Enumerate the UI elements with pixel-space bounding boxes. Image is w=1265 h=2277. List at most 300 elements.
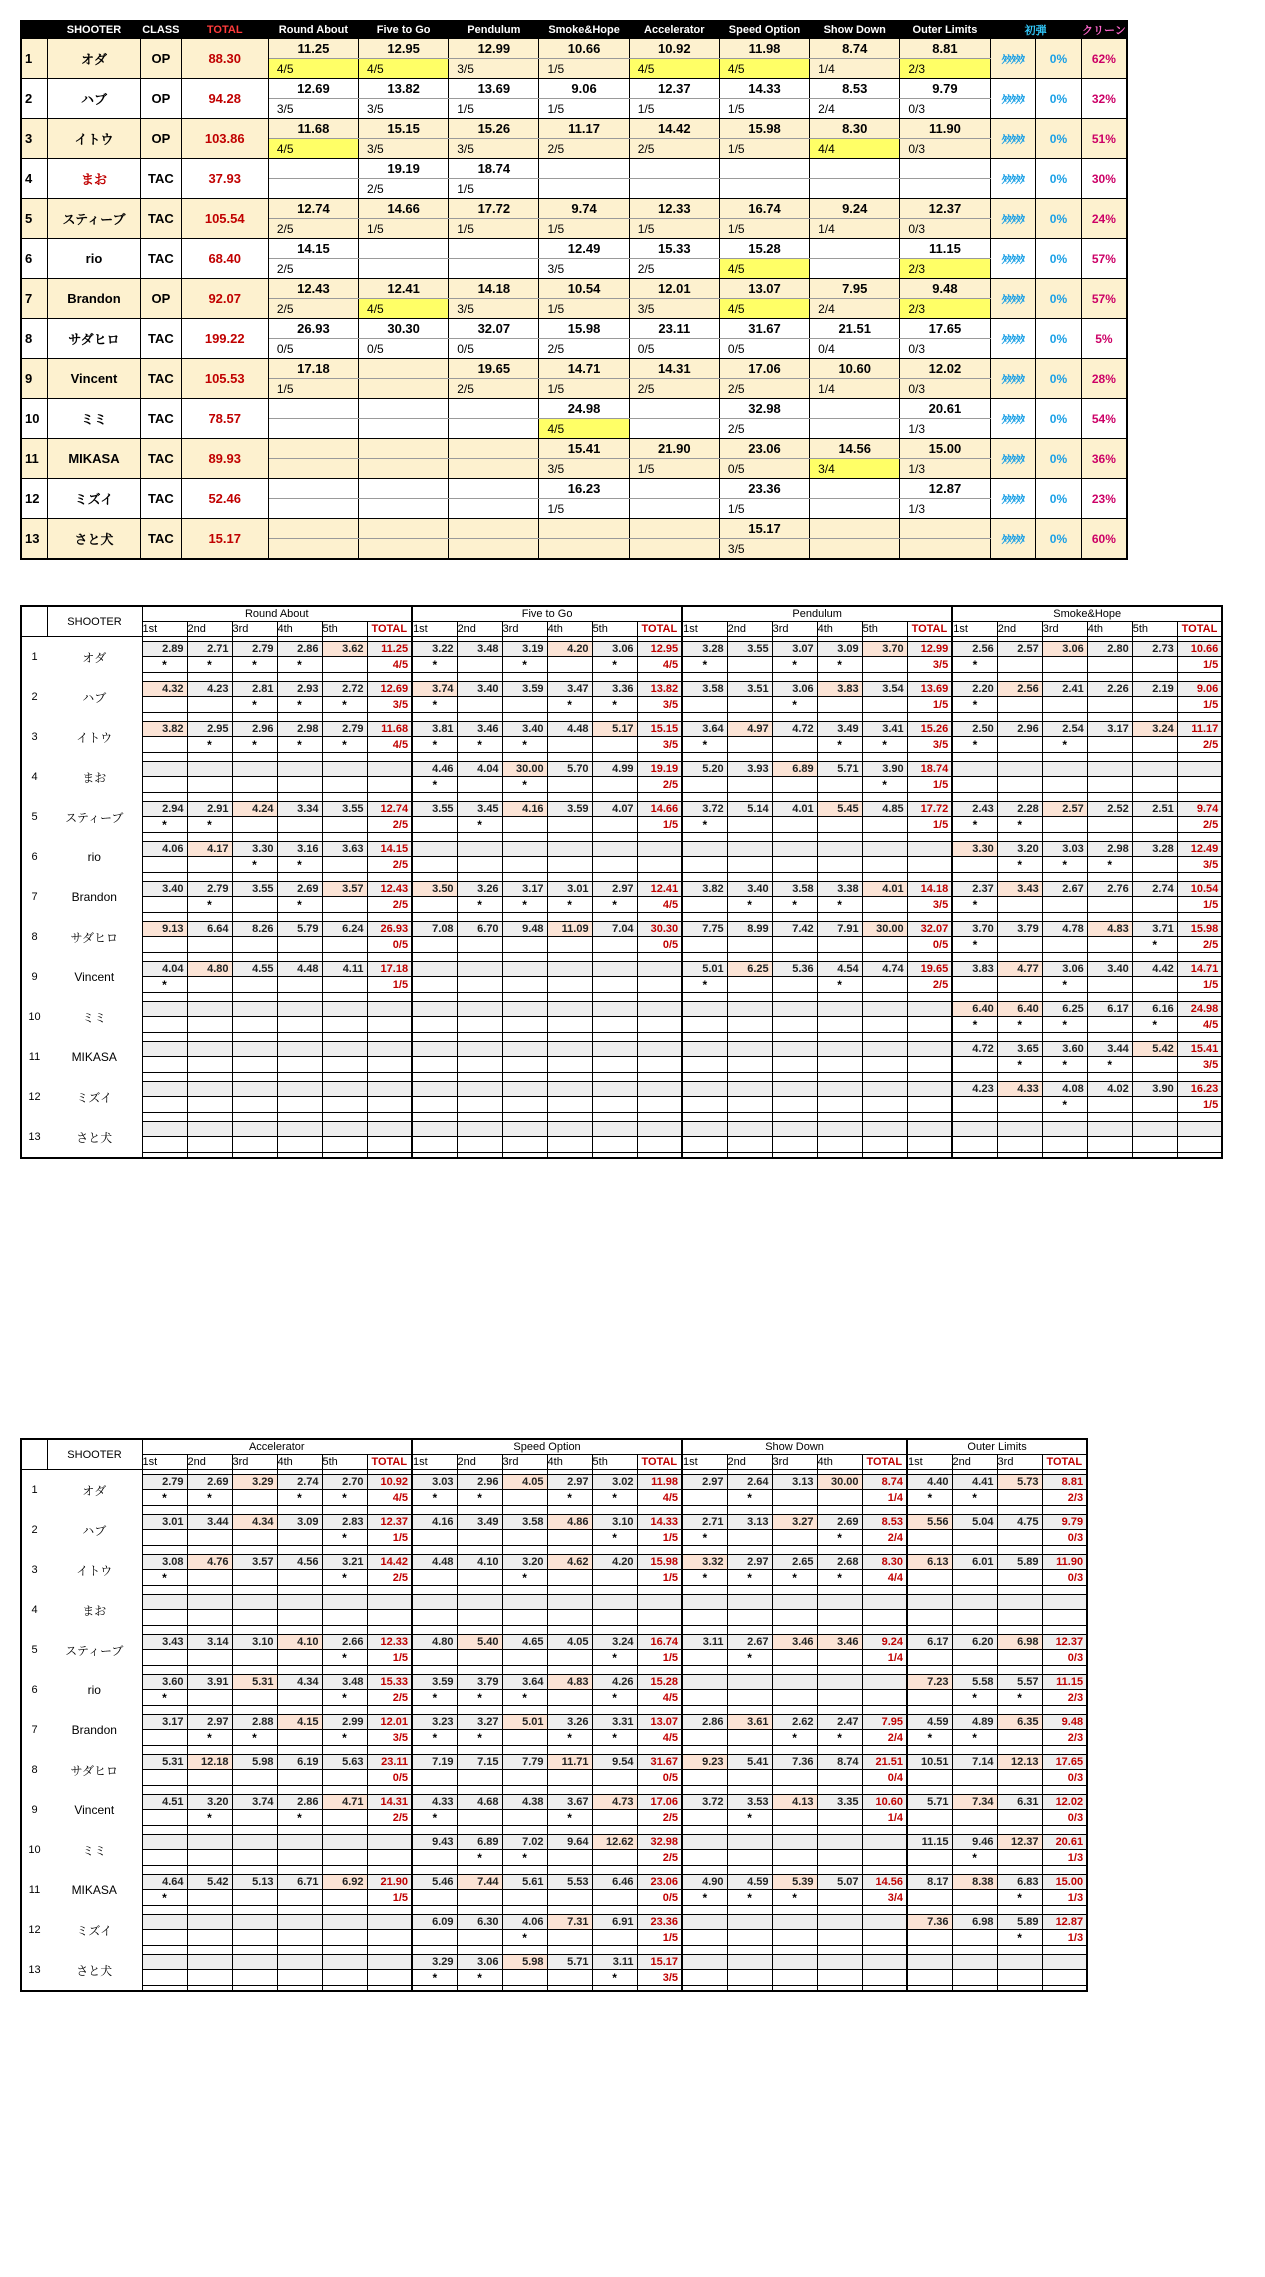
summary-header-clean: クリーン xyxy=(1081,21,1127,39)
string-time: 7.19 xyxy=(412,1755,457,1770)
hit-mark: * xyxy=(322,1650,367,1666)
hit-mark: * xyxy=(817,737,862,753)
string-time xyxy=(187,1595,232,1610)
hit-mark xyxy=(952,1890,997,1906)
stage-time: 8.81 xyxy=(900,39,990,59)
hit-mark xyxy=(862,857,907,873)
string-time: 3.32 xyxy=(682,1555,727,1570)
stage-hit-count: 1/5 xyxy=(367,1890,412,1906)
stage-total-time: 14.18 xyxy=(907,882,952,897)
hit-mark xyxy=(997,1730,1042,1746)
stage-hit-count: 1/3 xyxy=(1042,1850,1087,1866)
hit-mark xyxy=(232,1137,277,1153)
hit-mark xyxy=(232,1770,277,1786)
stage-hits xyxy=(539,539,629,560)
string-time xyxy=(412,1042,457,1057)
string-time: 2.80 xyxy=(1087,642,1132,657)
stage-hit-count: 0/3 xyxy=(1042,1570,1087,1586)
string-time: 4.56 xyxy=(277,1555,322,1570)
hit-mark: * xyxy=(412,697,457,713)
first-shot-icon: ﾀﾀﾀﾀﾀ xyxy=(990,239,1036,279)
hit-mark: * xyxy=(952,1490,997,1506)
hit-mark xyxy=(502,1970,547,1986)
string-time xyxy=(142,1595,187,1610)
spacer-cell xyxy=(952,1986,997,1992)
mark-row xyxy=(21,1490,1087,1506)
hit-mark xyxy=(502,1730,547,1746)
hit-mark xyxy=(142,1530,187,1546)
stage-header: Round About xyxy=(142,606,412,622)
stage-total-time: 32.98 xyxy=(637,1835,682,1850)
stage-total-time: 14.33 xyxy=(637,1515,682,1530)
stage-hit-count: 1/5 xyxy=(367,1530,412,1546)
string-time: 3.03 xyxy=(1042,842,1087,857)
string-time xyxy=(592,962,637,977)
stage-hit-count xyxy=(907,1097,952,1113)
stage-hit-count: 4/5 xyxy=(637,1730,682,1746)
string-time: 3.40 xyxy=(142,882,187,897)
stage-total-time: 17.72 xyxy=(907,802,952,817)
hit-mark: * xyxy=(547,1730,592,1746)
clean-percent: 51% xyxy=(1081,119,1127,159)
string-time xyxy=(502,1042,547,1057)
string-time: 3.40 xyxy=(502,722,547,737)
hit-mark xyxy=(997,1137,1042,1153)
stage-hits: 3/5 xyxy=(539,459,629,479)
hit-mark xyxy=(142,1810,187,1826)
hit-mark xyxy=(187,1530,232,1546)
string-time xyxy=(727,1002,772,1017)
string-time: 3.41 xyxy=(862,722,907,737)
stage-hit-count xyxy=(1042,1970,1087,1986)
stage-hit-count: 4/5 xyxy=(637,1690,682,1706)
string-time xyxy=(232,762,277,777)
time-row xyxy=(21,1042,1222,1057)
string-time xyxy=(412,1082,457,1097)
total-time: 89.93 xyxy=(181,439,268,479)
stage-time: 9.74 xyxy=(539,199,629,219)
row-index: 10 xyxy=(28,1844,41,1856)
stage-hit-count: 0/3 xyxy=(1042,1810,1087,1826)
string-time xyxy=(1132,1122,1177,1137)
string-time: 7.04 xyxy=(592,922,637,937)
hit-mark xyxy=(727,1850,772,1866)
hit-mark xyxy=(1042,897,1087,913)
row-index: 6 xyxy=(31,1684,38,1696)
stage-total-time: 9.79 xyxy=(1042,1515,1087,1530)
string-time: 6.35 xyxy=(997,1715,1042,1730)
string-header: 2nd xyxy=(187,622,232,637)
stage-hits xyxy=(449,419,539,439)
hit-mark xyxy=(547,1017,592,1033)
hit-mark: * xyxy=(502,777,547,793)
string-time xyxy=(412,962,457,977)
hit-mark xyxy=(592,737,637,753)
stage-hits xyxy=(359,459,449,479)
stage-hit-count: 1/3 xyxy=(1042,1890,1087,1906)
hit-mark xyxy=(727,1970,772,1986)
stage-total-time: 10.66 xyxy=(1177,642,1222,657)
first-shot-percent: 0% xyxy=(1036,479,1082,519)
total-time: 105.54 xyxy=(181,199,268,239)
shooter-name: ミミ xyxy=(82,1010,107,1025)
stage-time: 12.02 xyxy=(900,359,990,379)
stage-header: Smoke&Hope xyxy=(952,606,1222,622)
spacer-cell xyxy=(637,1153,682,1159)
shooter-class: TAC xyxy=(141,239,182,279)
shooter-name: ミズイ xyxy=(76,1923,113,1938)
stage-hit-count xyxy=(367,1017,412,1033)
string-time: 8.38 xyxy=(952,1875,997,1890)
hit-mark xyxy=(817,1137,862,1153)
string-header: 4th xyxy=(277,1455,322,1470)
stage-hit-count xyxy=(862,1970,907,1986)
row-index: 13 xyxy=(28,1964,41,1976)
stage-hit-count xyxy=(637,1017,682,1033)
string-time: 3.29 xyxy=(412,1955,457,1970)
stage-total-time: 8.30 xyxy=(862,1555,907,1570)
shooter-block xyxy=(21,1950,1087,1991)
first-shot-percent: 0% xyxy=(1036,239,1082,279)
row-index: 10 xyxy=(28,1011,41,1023)
hit-mark xyxy=(187,777,232,793)
stage-time xyxy=(539,159,629,179)
first-shot-icon: ﾀﾀﾀﾀﾀ xyxy=(990,319,1036,359)
shooter-class: OP xyxy=(141,39,182,79)
hit-mark: * xyxy=(232,737,277,753)
stage-hits: 1/5 xyxy=(268,379,358,399)
hit-mark xyxy=(997,937,1042,953)
detail-header-blank xyxy=(21,606,47,637)
stage-total-time xyxy=(367,762,412,777)
stage-hit-count: 3/5 xyxy=(907,737,952,753)
hit-mark xyxy=(502,1530,547,1546)
string-time: 2.98 xyxy=(277,722,322,737)
hit-mark: * xyxy=(862,737,907,753)
stage-time: 8.53 xyxy=(810,79,900,99)
string-time: 6.17 xyxy=(907,1635,952,1650)
stage-hits xyxy=(359,499,449,519)
stage-hits xyxy=(900,539,990,560)
stage-hit-count: 0/3 xyxy=(1042,1530,1087,1546)
string-time: 4.59 xyxy=(727,1875,772,1890)
hit-mark xyxy=(772,817,817,833)
hit-mark xyxy=(457,1890,502,1906)
string-time: 6.64 xyxy=(187,922,232,937)
stage-hits: 1/5 xyxy=(449,219,539,239)
row-index: 4 xyxy=(31,771,38,783)
hit-mark xyxy=(817,1850,862,1866)
string-time: 2.79 xyxy=(232,642,277,657)
string-time: 4.32 xyxy=(142,682,187,697)
string-time xyxy=(817,1122,862,1137)
shooter-name: Brandon xyxy=(71,1723,117,1737)
stage-hits: 1/5 xyxy=(449,179,539,199)
hit-mark: * xyxy=(277,1490,322,1506)
time-row xyxy=(21,1002,1222,1017)
hit-mark xyxy=(277,817,322,833)
hit-mark xyxy=(952,1097,997,1113)
string-time: 2.52 xyxy=(1087,802,1132,817)
stage-hits: 3/5 xyxy=(268,99,358,119)
hit-mark: * xyxy=(682,817,727,833)
total-header: TOTAL xyxy=(862,1455,907,1470)
hit-mark xyxy=(997,1610,1042,1626)
hit-mark xyxy=(1087,1097,1132,1113)
string-header: 1st xyxy=(682,622,727,637)
hit-mark xyxy=(592,1890,637,1906)
shooter-name: スティーブ xyxy=(65,1643,124,1658)
stage-time: 20.61 xyxy=(900,399,990,419)
hit-mark: * xyxy=(952,1850,997,1866)
string-time xyxy=(817,1042,862,1057)
stage-hit-count: 1/5 xyxy=(637,1930,682,1946)
hit-mark xyxy=(547,1137,592,1153)
hit-mark xyxy=(682,1610,727,1626)
hit-mark xyxy=(1087,817,1132,833)
stage-hit-count xyxy=(367,1137,412,1153)
string-header: 1st xyxy=(682,1455,727,1470)
hit-mark xyxy=(772,1850,817,1866)
stage-time xyxy=(629,479,719,499)
hit-mark: * xyxy=(592,1650,637,1666)
time-row xyxy=(21,682,1222,697)
shooter-block xyxy=(21,1550,1087,1590)
hit-mark xyxy=(277,977,322,993)
hit-mark: * xyxy=(547,1810,592,1826)
mark-row xyxy=(21,1137,1222,1153)
stage-total-time: 12.37 xyxy=(367,1515,412,1530)
string-time: 4.07 xyxy=(592,802,637,817)
hit-mark xyxy=(682,1690,727,1706)
hit-mark xyxy=(907,1690,952,1706)
shooter-name: イトウ xyxy=(47,119,140,159)
hit-mark xyxy=(277,1017,322,1033)
shooter-block xyxy=(21,1750,1087,1790)
mark-row xyxy=(21,737,1222,753)
stage-total-time: 9.06 xyxy=(1177,682,1222,697)
string-time: 5.98 xyxy=(232,1755,277,1770)
spacer-cell xyxy=(817,1153,862,1159)
stage-hits: 1/5 xyxy=(539,299,629,319)
hit-mark xyxy=(277,777,322,793)
hit-mark xyxy=(1042,697,1087,713)
string-time: 3.79 xyxy=(997,922,1042,937)
stage-total-time xyxy=(907,842,952,857)
hit-mark: * xyxy=(322,1730,367,1746)
string-time: 3.49 xyxy=(457,1515,502,1530)
hit-mark: * xyxy=(457,897,502,913)
hit-mark xyxy=(187,1097,232,1113)
hit-mark xyxy=(772,1137,817,1153)
hit-mark xyxy=(277,1530,322,1546)
hit-mark: * xyxy=(817,657,862,673)
stage-total-time: 17.06 xyxy=(637,1795,682,1810)
string-time: 5.98 xyxy=(502,1955,547,1970)
string-time: 3.60 xyxy=(142,1675,187,1690)
string-time: 3.46 xyxy=(772,1635,817,1650)
stage-total-time: 23.36 xyxy=(637,1915,682,1930)
summary-header-first-shot: 初弾 xyxy=(990,21,1081,39)
hit-mark xyxy=(142,1770,187,1786)
stage-time: 9.79 xyxy=(900,79,990,99)
stage-hits: 2/5 xyxy=(629,379,719,399)
string-time: 3.46 xyxy=(457,722,502,737)
hit-mark xyxy=(547,1930,592,1946)
hit-mark: * xyxy=(547,1490,592,1506)
hit-mark: * xyxy=(142,817,187,833)
string-time: 3.27 xyxy=(772,1515,817,1530)
hit-mark xyxy=(997,1097,1042,1113)
stage-total-time: 23.11 xyxy=(367,1755,412,1770)
string-time: 2.69 xyxy=(817,1515,862,1530)
shooter-block xyxy=(21,1710,1087,1750)
stage-hits: 0/3 xyxy=(900,219,990,239)
string-header: 1st xyxy=(412,622,457,637)
hit-mark xyxy=(322,977,367,993)
time-row xyxy=(21,1475,1087,1490)
string-time: 7.15 xyxy=(457,1755,502,1770)
first-shot-percent: 0% xyxy=(1036,399,1082,439)
first-shot-icon: ﾀﾀﾀﾀﾀ xyxy=(990,199,1036,239)
hit-mark xyxy=(682,1097,727,1113)
stage-hit-count: 1/5 xyxy=(1177,697,1222,713)
detail-header-shooter: SHOOTER xyxy=(47,606,142,637)
stage-total-time: 19.65 xyxy=(907,962,952,977)
hit-mark xyxy=(862,817,907,833)
time-row xyxy=(21,1795,1087,1810)
stage-hits: 2/4 xyxy=(810,99,900,119)
hit-mark xyxy=(1087,777,1132,793)
string-time xyxy=(322,1835,367,1850)
stage-hit-count: 3/5 xyxy=(637,697,682,713)
string-time: 7.02 xyxy=(502,1835,547,1850)
shooter-name: rio xyxy=(87,1683,101,1697)
hit-mark xyxy=(322,1017,367,1033)
hit-mark xyxy=(502,937,547,953)
shooter-block xyxy=(21,1510,1087,1550)
hit-mark: * xyxy=(1042,857,1087,873)
string-time: 4.55 xyxy=(232,962,277,977)
string-time: 6.13 xyxy=(907,1555,952,1570)
stage-hits: 1/5 xyxy=(449,99,539,119)
hit-mark: * xyxy=(997,857,1042,873)
stage-hits xyxy=(359,539,449,560)
total-time: 92.07 xyxy=(181,279,268,319)
stage-time xyxy=(359,239,449,259)
stage-total-time: 11.17 xyxy=(1177,722,1222,737)
stage-hits: 3/5 xyxy=(629,299,719,319)
hit-mark xyxy=(142,1650,187,1666)
time-row xyxy=(21,1755,1087,1770)
string-time: 5.20 xyxy=(682,762,727,777)
row-number: 4 xyxy=(21,159,47,199)
string-time: 2.99 xyxy=(322,1715,367,1730)
spacer-cell xyxy=(457,1153,502,1159)
stage-hits: 0/3 xyxy=(900,99,990,119)
hit-mark xyxy=(1132,857,1177,873)
stage-time xyxy=(629,399,719,419)
mark-row xyxy=(21,1810,1087,1826)
stage-hits: 2/3 xyxy=(900,299,990,319)
hit-mark: * xyxy=(187,897,232,913)
stage-hit-count: 1/5 xyxy=(1177,977,1222,993)
stage-hit-count: 3/4 xyxy=(862,1890,907,1906)
total-header: TOTAL xyxy=(637,622,682,637)
stage-hits: 3/5 xyxy=(719,539,809,560)
hit-mark xyxy=(592,1810,637,1826)
string-header: 4th xyxy=(547,1455,592,1470)
string-time xyxy=(277,1915,322,1930)
string-time: 4.85 xyxy=(862,802,907,817)
stage-time xyxy=(268,159,358,179)
string-time xyxy=(817,842,862,857)
stage-total-time xyxy=(862,1595,907,1610)
stage-time: 10.54 xyxy=(539,279,629,299)
string-time: 5.73 xyxy=(997,1475,1042,1490)
stage-time: 19.65 xyxy=(449,359,539,379)
hit-mark xyxy=(502,1890,547,1906)
stage-hits xyxy=(810,419,900,439)
string-time: 9.46 xyxy=(952,1835,997,1850)
hit-mark xyxy=(502,977,547,993)
hit-mark xyxy=(772,1057,817,1073)
string-time xyxy=(187,762,232,777)
string-time: 2.89 xyxy=(142,642,187,657)
stage-time: 14.66 xyxy=(359,199,449,219)
string-time xyxy=(772,1955,817,1970)
stage-hits: 1/4 xyxy=(810,219,900,239)
row-index: 1 xyxy=(31,651,38,663)
mark-row xyxy=(21,657,1222,673)
hit-mark xyxy=(682,937,727,953)
shooter-name: Vincent xyxy=(74,970,115,984)
hit-mark: * xyxy=(277,737,322,753)
stage-hit-count: 0/5 xyxy=(367,937,412,953)
string-time: 6.40 xyxy=(952,1002,997,1017)
stage-hits: 4/5 xyxy=(719,59,809,79)
stage-total-time: 23.06 xyxy=(637,1875,682,1890)
shooter-name: ミズイ xyxy=(76,1090,113,1105)
row-number: 9 xyxy=(21,359,47,399)
mark-row xyxy=(21,937,1222,953)
stage-total-time: 13.69 xyxy=(907,682,952,697)
stage-time xyxy=(268,439,358,459)
hit-mark: * xyxy=(772,1570,817,1586)
string-time: 3.02 xyxy=(592,1475,637,1490)
string-time: 6.46 xyxy=(592,1875,637,1890)
string-header: 2nd xyxy=(187,1455,232,1470)
hit-mark: * xyxy=(997,1690,1042,1706)
string-time: 3.70 xyxy=(952,922,997,937)
shooter-name: イトウ xyxy=(76,1563,113,1578)
hit-mark: * xyxy=(952,1690,997,1706)
first-shot-icon: ﾀﾀﾀﾀﾀ xyxy=(990,159,1036,199)
hit-mark xyxy=(232,1610,277,1626)
shooter-block xyxy=(21,997,1222,1037)
string-time xyxy=(277,1955,322,1970)
string-time: 4.68 xyxy=(457,1795,502,1810)
hit-mark: * xyxy=(412,737,457,753)
hit-mark: * xyxy=(592,1530,637,1546)
hit-mark xyxy=(187,1057,232,1073)
stage-hit-count: 2/5 xyxy=(367,1810,412,1826)
shooter-name: MIKASA xyxy=(71,1050,117,1064)
time-row xyxy=(21,1635,1087,1650)
string-time: 4.86 xyxy=(547,1515,592,1530)
summary-header-class: CLASS xyxy=(141,21,182,39)
row-index: 2 xyxy=(31,1524,38,1536)
